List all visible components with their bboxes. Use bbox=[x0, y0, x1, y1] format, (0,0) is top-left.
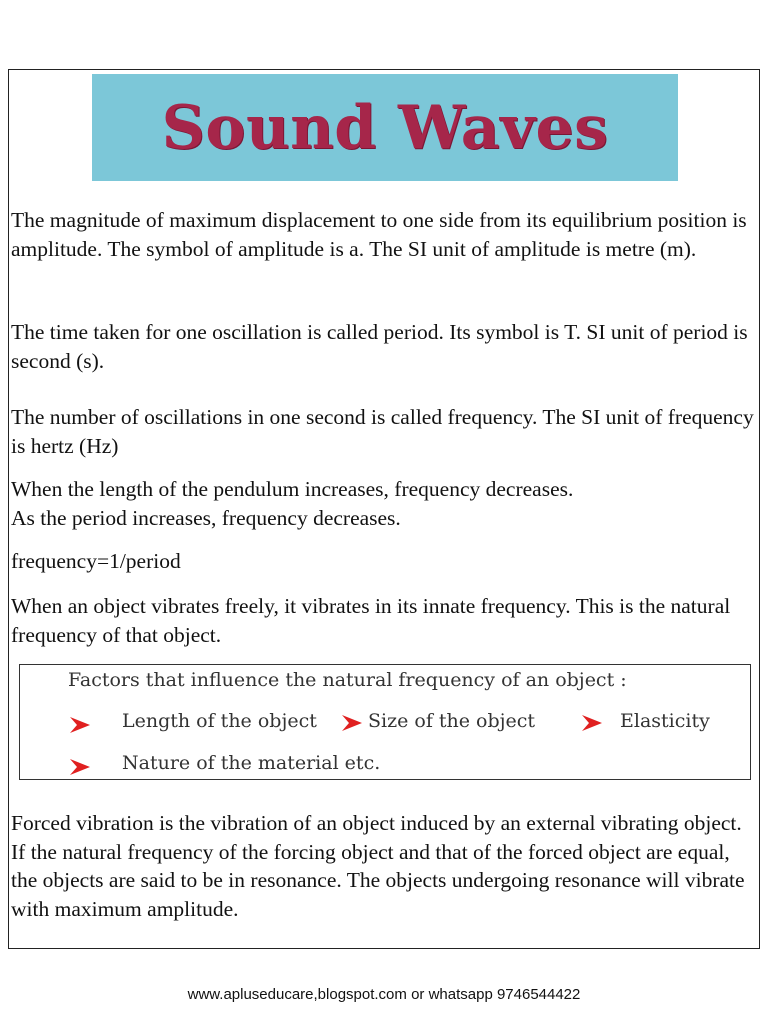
factor-item-material: Nature of the material etc. bbox=[122, 752, 381, 774]
factor-item-elasticity: Elasticity bbox=[620, 710, 710, 732]
factor-item-length: Length of the object bbox=[122, 710, 317, 732]
pendulum-line-2: As the period increases, frequency decreases. bbox=[11, 505, 401, 530]
period-paragraph: The time taken for one oscillation is called period. Its symbol is T. SI unit of period is second (s). bbox=[11, 320, 748, 373]
forced-vibration-paragraph bbox=[11, 809, 757, 923]
natural-frequency-paragraph: When an object vibrates freely, it vibrates in its innate frequency. This is the natural frequency of that object. bbox=[11, 594, 731, 647]
title-banner bbox=[92, 74, 678, 181]
document-page bbox=[8, 69, 760, 949]
amplitude-paragraph: The magnitude of maximum displacement to one side from its equilibrium position is amplitude. The symbol of amplitude is a. The SI unit of amplitude is metre (m). bbox=[11, 208, 747, 261]
resonance-text: If the natural frequency of the forcing object and that of the forced object are equal, the objects are said to be in resonance. The objects undergoing resonance will vibrate with maximum amplitude. bbox=[11, 839, 745, 921]
page-title: Sound Waves bbox=[161, 92, 609, 163]
arrow-bullet-icon bbox=[342, 715, 362, 731]
frequency-paragraph: The number of oscillations in one second is called frequency. The SI unit of frequency is hertz (Hz) bbox=[11, 405, 754, 458]
footer-contact: www.apluseducare,blogspot.com or whatsapp 9746544422 bbox=[187, 986, 581, 1003]
factors-box bbox=[19, 664, 751, 780]
arrow-bullet-icon bbox=[582, 715, 602, 731]
arrow-bullet-icon bbox=[70, 759, 90, 775]
factor-item-size: Size of the object bbox=[368, 710, 536, 732]
formula-paragraph: frequency=1/period bbox=[11, 549, 181, 573]
pendulum-line-1: When the length of the pendulum increases, frequency decreases. bbox=[11, 477, 574, 501]
factors-heading: Factors that influence the natural frequency of an object : bbox=[68, 669, 627, 691]
forced-vibration-text: Forced vibration is the vibration of an object induced by an external vibrating object. bbox=[11, 811, 742, 835]
arrow-bullet-icon bbox=[70, 717, 90, 733]
pendulum-paragraph bbox=[11, 475, 757, 532]
